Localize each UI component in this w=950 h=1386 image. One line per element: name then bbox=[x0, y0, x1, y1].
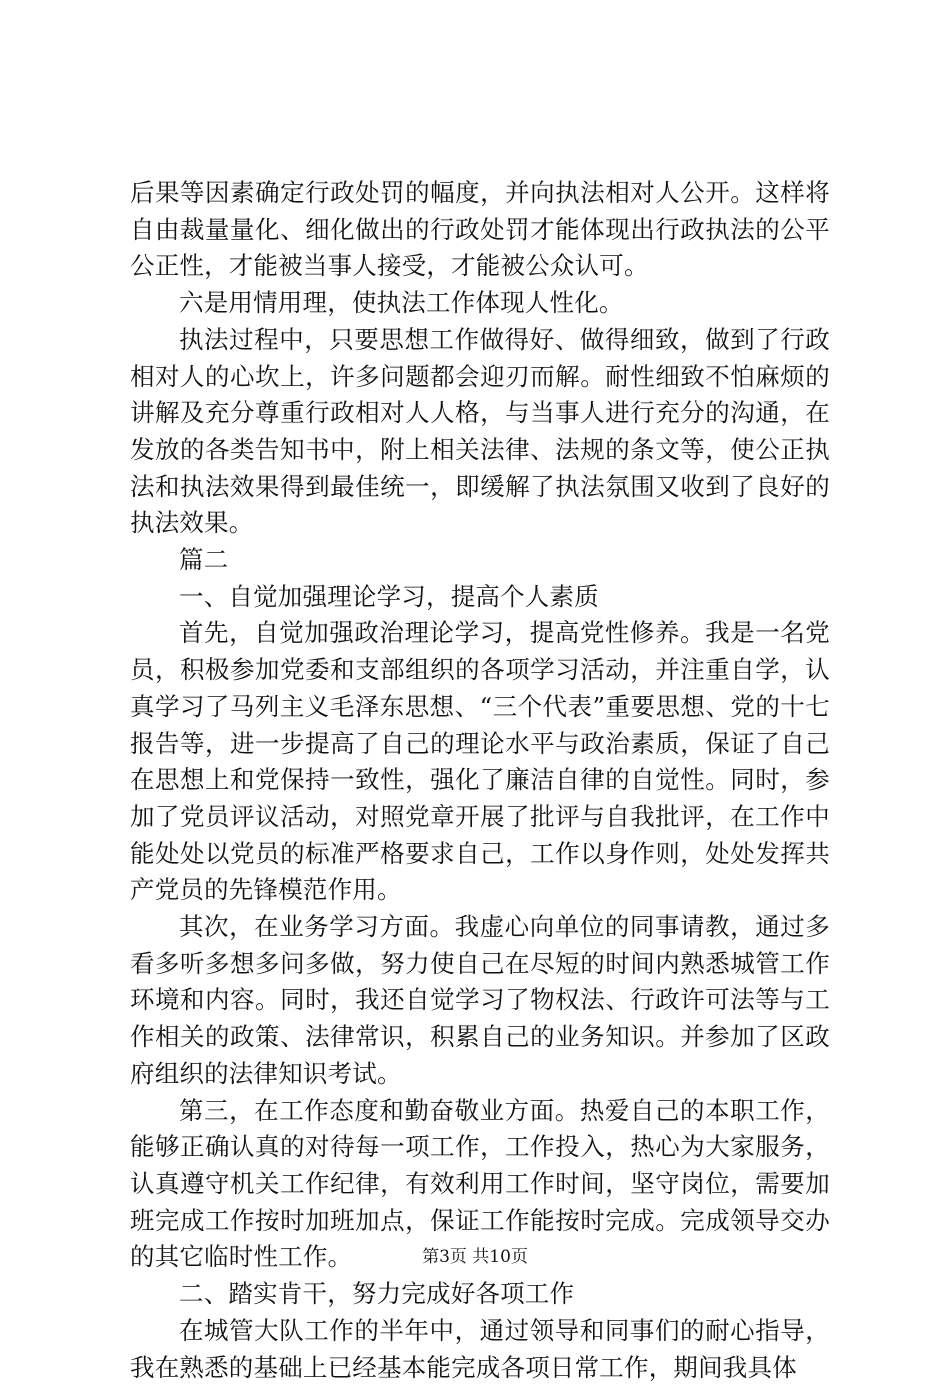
section-heading: 一、自觉加强理论学习，提高个人素质 bbox=[179, 581, 599, 611]
paragraph: 第三，在工作态度和勤奋敬业方面。热爱自己的本职工作，能够正确认真的对待每一项工作，工作投入，热心为大家服务，认真遵守机关工作纪律，有效利用工作时间，坚守岗位，需要加班完成工作按时加班加点，保证工作能按时完成。完成领导交办的其它临时性工作。 bbox=[130, 1095, 830, 1272]
paragraph: 六是用情用理，使执法工作体现人性化。 bbox=[179, 288, 624, 318]
footer-mid: 页 共 bbox=[449, 1247, 490, 1267]
paragraph: 在城管大队工作的半年中，通过领导和同事们的耐心指导，我在熟悉的基础上已经基本能完成各项日常工作，期间我具体 bbox=[130, 1315, 830, 1382]
paragraph: 首先，自觉加强政治理论学习，提高党性修养。我是一名党员，积极参加党委和支部组织的各项学习活动，并注重自学，认真学习了马列主义毛泽东思想、“三个代表”重要思想、党的十七报告等，进一步提高了自己的理论水平与政治素质，保证了自己在思想上和党保持一致性，强化了廉洁自律的自觉性。同时，参加了党员评议活动，对照党章开展了批评与自我批评，在工作中能处处以党员的标准严格要求自己，工作以身作则，处处发挥共产党员的先锋模范作用。 bbox=[130, 618, 830, 905]
paragraph: 其次，在业务学习方面。我虚心向单位的同事请教，通过多看多听多想多问多做，努力使自己在尽短的时间内熟悉城管工作环境和内容。同时，我还自觉学习了物权法、行政许可法等与工作相关的政策、法律常识，积累自己的业务知识。并参加了区政府组织的法律知识考试。 bbox=[130, 912, 830, 1088]
footer-prefix: 第 bbox=[422, 1247, 440, 1267]
section-heading: 二、踏实肯干，努力完成好各项工作 bbox=[179, 1279, 575, 1309]
footer-suffix: 页 bbox=[510, 1247, 528, 1267]
section-heading: 篇二 bbox=[179, 545, 229, 575]
document-body bbox=[130, 175, 830, 1386]
paragraph: 后果等因素确定行政处罚的幅度，并向执法相对人公开。这样将自由裁量量化、细化做出的行政处罚才能体现出行政执法的公平公正性，才能被当事人接受，才能被公众认可。 bbox=[130, 178, 830, 281]
paragraph: 执法过程中，只要思想工作做得好、做得细致，做到了行政相对人的心坎上，许多问题都会迎刃而解。耐性细致不怕麻烦的讲解及充分尊重行政相对人人格，与当事人进行充分的沟通，在发放的各类告知书中，附上相关法律、法规的条文等，使公正执法和执法效果得到最佳统一，即缓解了执法氛围又收到了良好的执法效果。 bbox=[130, 324, 830, 538]
total-pages: 10 bbox=[489, 1247, 511, 1267]
page-footer bbox=[0, 1242, 950, 1267]
page-number: 3 bbox=[439, 1247, 450, 1267]
